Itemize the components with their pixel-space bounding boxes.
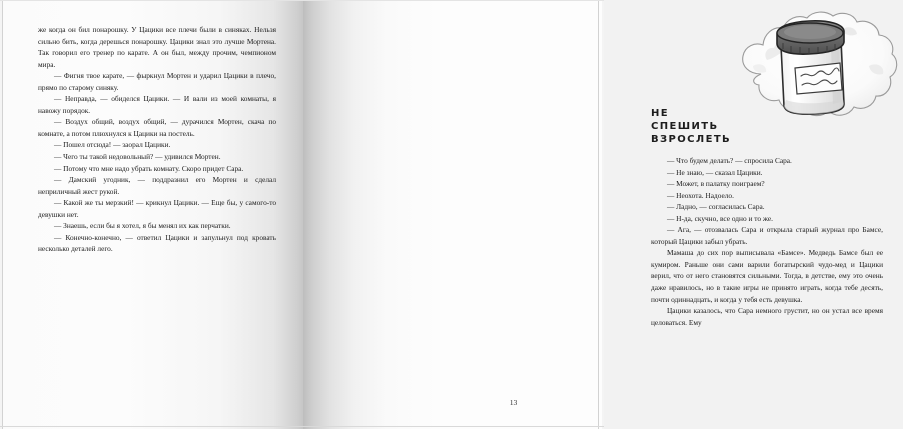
paragraph: — Пошел отсюда! — заорал Цацики. xyxy=(54,140,171,150)
paragraph: — Какой же ты мерзкий! — крикнул Цацики. — Еще бы, у самого-то девушки нет. xyxy=(38,198,276,219)
paragraph: — Неправда, — обиделся Цацики. — И вали из моей комнаты, я навожу порядок. xyxy=(38,94,276,115)
left-page-edge xyxy=(2,0,3,429)
honey-jar xyxy=(777,21,844,114)
paragraph: — Ага, — отозвалась Сара и открыла старый журнал про Бамсе, который Цацики забыл убрать. xyxy=(651,225,883,246)
bottom-edge xyxy=(0,426,604,427)
top-edge xyxy=(0,0,604,1)
paragraph: — Ладно, — согласилась Сара. xyxy=(667,202,765,212)
paragraph: — Дамский угодник, — поддразнил его Мортен и сделал неприличный жест рукой. xyxy=(38,175,276,196)
paragraph: Цацики казалось, что Сара немного грустит, но он устал все время целоваться. Ему xyxy=(651,306,883,327)
paragraph: — Конечно-конечно, — ответил Цацики и запульнул под кровать несколько деталей лего. xyxy=(38,232,276,254)
paragraph: Мамаша до сих пор выписывала «Бамсе». Медведь Бамсе был ее кумиром. Раньше они сами варили богатырский чудо-мед и Цацики верил, что от него становятся сильными. Тогда, в детстве, ему это очень даже нравилось, но в такие игры не принято играть, когда тебе десять, почти одиннадцать, и когда у тебя есть девушка. xyxy=(651,248,883,304)
jar-lid xyxy=(777,21,844,54)
left-page-text-column xyxy=(38,24,276,255)
paragraph: — Чего ты такой недовольный? — удивился Мортен. xyxy=(54,152,221,162)
paragraph: — Может, в палатку поиграем? xyxy=(667,179,765,189)
right-page-text-column xyxy=(651,155,883,328)
paragraph: — Неохота. Надоело. xyxy=(667,190,734,200)
paragraph: — Потому что мне надо убрать комнату. Скоро придет Сара. xyxy=(54,163,244,173)
honey-jar-in-cloud-illustration xyxy=(723,8,903,130)
right-page xyxy=(303,0,883,429)
paragraph: — Фигня твое карате, — фыркнул Мортен и ударил Цацики в плечо, прямо по старому синяку. xyxy=(38,71,276,92)
paragraph: — Н-да, скучно, все одно и то же. xyxy=(667,213,773,223)
right-page-edge xyxy=(598,0,599,429)
paragraph: — Воздух общий, воздух общий, — дурачился Мортен, скача по комнате, а потом плюхнулся к Цацики на постель. xyxy=(38,117,276,138)
paragraph: — Не знаю, — сказал Цацики. xyxy=(667,167,763,177)
page-number-value: 13 xyxy=(509,398,518,407)
jar-label xyxy=(795,63,842,94)
chapter-title: НЕ СПЕШИТЬ ВЗРОСЛЕТЬ xyxy=(651,108,732,145)
page-number xyxy=(303,398,602,407)
paragraph: — Знаешь, если бы я хотел, я бы менял их как перчатки. xyxy=(54,221,231,231)
paragraph: — Что будем делать? — спросила Сара. xyxy=(667,156,792,165)
paragraph: же когда он бил понарошку. У Цацики все плечи были в синяках. Нельзя сильно бить, когда дерешься понарошку. Цацики знал это лучше Мортена. Так говорил его тренер по карате. А он был, между прочим, чемпионом мира. xyxy=(38,25,276,69)
left-page xyxy=(2,0,303,429)
